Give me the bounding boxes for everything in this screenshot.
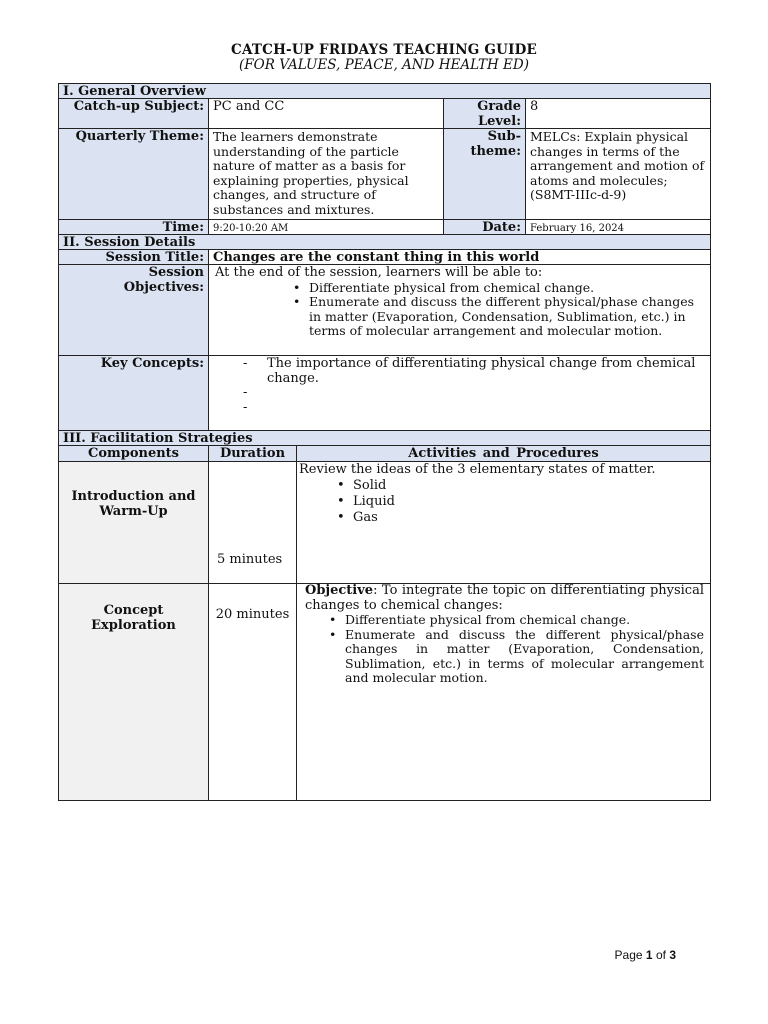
time-label: Time: (58, 219, 209, 235)
col-activities: Activities and Procedures (296, 445, 711, 462)
objectives-label-line2: Objectives: (123, 279, 204, 295)
objectives-intro: At the end of the session, learners will be able to: (215, 265, 543, 280)
session-objectives-label (58, 264, 209, 356)
exploration-text: Differentiate physical from chemical change. (345, 612, 631, 627)
state-item: • Gas (337, 509, 378, 525)
subtheme-value: MELCs: Explain physical changes in terms of the arrangement and motion of atoms and molecules; (S8MT-IIIc-d-9) (525, 128, 711, 220)
page-current: 1 (645, 948, 653, 962)
page-total: 3 (669, 948, 676, 962)
objective-label: Objective (305, 583, 374, 598)
component-introduction: Introduction and Warm-Up (58, 461, 209, 584)
subtheme-label-line1: Sub- (487, 129, 521, 144)
teaching-guide-table (58, 83, 711, 801)
exploration-text: Enumerate and discuss the different physical/phase changes in matter (Evaporation, Condensation, Sublimation, etc.) in terms of molecular arrangement and molecular motion. (345, 626, 704, 685)
concept-item: - (243, 385, 248, 400)
col-duration: Duration (208, 445, 297, 462)
key-concepts-label: Key Concepts: (58, 355, 209, 431)
activities-introduction (296, 461, 711, 584)
grade-label (443, 98, 526, 129)
objectives-label-line1: Session (148, 265, 204, 280)
state-text: Solid (353, 477, 387, 493)
objective-item: • Differentiate physical from chemical change. (293, 279, 595, 295)
concept-item: - The importance of differentiating physical change from chemical change. (243, 356, 696, 386)
page-word: Page (614, 948, 643, 962)
component-concept-exploration: Concept Exploration (58, 583, 209, 801)
objective-text: Enumerate and discuss the different physical/phase changes in matter (Evaporation, Condensation, Sublimation, etc.) in terms of molecular arrangement and molecular motion. (309, 294, 695, 338)
subtheme-label-line2: theme: (470, 143, 521, 159)
grade-value: 8 (525, 98, 711, 129)
session-title-value: Changes are the constant thing in this world (208, 249, 711, 265)
subject-label: Catch-up Subject: (58, 98, 209, 129)
exploration-item: • Enumerate and discuss the different physical/phase changes in matter (Evaporation, Condensation, Sublimation, etc.) in terms of molecular arrangement and molecular motion. (329, 626, 704, 685)
session-objectives-value (208, 264, 711, 356)
state-text: Liquid (353, 493, 395, 509)
activities-concept-exploration (296, 583, 711, 801)
theme-label: Quarterly Theme: (58, 128, 209, 220)
concept-item: - (243, 399, 248, 415)
facilitation-header: III. Facilitation Strategies (58, 430, 711, 446)
subtheme-label (443, 128, 526, 220)
grade-label-line2: Level: (478, 113, 521, 129)
date-value: February 16, 2024 (525, 219, 711, 235)
date-label: Date: (443, 219, 526, 235)
objective-text: Differentiate physical from chemical change. (309, 279, 595, 295)
exploration-item: • Differentiate physical from chemical change. (329, 612, 631, 627)
duration-introduction-text: 5 minutes (217, 552, 283, 567)
document-subtitle: (FOR VALUES, PEACE, AND HEALTH ED) (239, 57, 529, 73)
session-details-header: II. Session Details (58, 234, 711, 250)
subject-value: PC and CC (208, 98, 444, 129)
page-number (615, 948, 676, 962)
grade-label-line1: Grade (477, 99, 521, 114)
key-concepts-value (208, 355, 711, 431)
page-of: of (655, 948, 666, 962)
duration-concept-exploration: 20 minutes (208, 583, 297, 801)
objective-item: • Enumerate and discuss the different physical/phase changes in matter (Evaporation, Condensation, Sublimation, etc.) in terms of molecular arrangement and molecular motion. (293, 294, 695, 338)
general-overview-header: I. General Overview (58, 83, 711, 99)
concept-text: The importance of differentiating physical change from chemical change. (267, 356, 696, 386)
document-title: CATCH-UP FRIDAYS TEACHING GUIDE (231, 42, 537, 58)
state-text: Gas (353, 509, 378, 525)
state-item: • Liquid (337, 493, 395, 509)
theme-value: The learners demonstrate understanding of the particle nature of matter as a basis for explaining properties, physical changes, and structure of substances and mixtures. (208, 128, 444, 220)
duration-introduction (208, 461, 297, 584)
col-components: Components (58, 445, 209, 462)
time-value: 9:20-10:20 AM (208, 219, 444, 235)
activities-introduction-intro: Review the ideas of the 3 elementary states of matter. (299, 462, 656, 477)
objective-statement: : To integrate the topic on differentiating physical changes to chemical changes: (305, 583, 704, 613)
session-title-label: Session Title: (58, 249, 209, 265)
state-item: • Solid (337, 477, 387, 493)
